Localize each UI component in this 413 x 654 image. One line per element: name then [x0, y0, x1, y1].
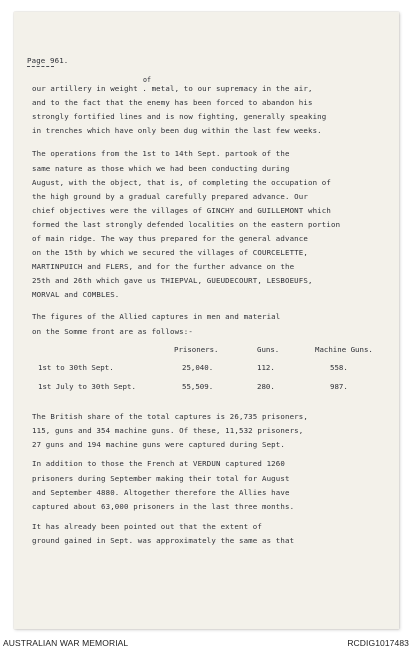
text-line: formed the last strongly defended localities on the eastern portion [32, 220, 341, 229]
table-header-row [14, 345, 399, 357]
text-line: strongly fortified lines and is now fighting, generally speaking [32, 112, 327, 121]
archive-footer [0, 638, 413, 652]
text-line: of main ridge. The way thus prepared for the general advance [32, 234, 308, 243]
cell-guns: 112. [257, 363, 275, 372]
cell-prisoners: 55,509. [182, 382, 214, 391]
text-line: the high ground by a gradual carefully prepared advance. Our [32, 192, 308, 201]
page-number: Page 961. [27, 56, 69, 65]
table-row [14, 382, 399, 394]
text-line: ground gained in Sept. was approximately the same as that [32, 536, 295, 545]
text-line: MORVAL and COMBLES. [32, 290, 120, 299]
text-line: The British share of the total captures is 26,735 prisoners, [32, 412, 308, 421]
cell-machine-guns: 987. [330, 382, 348, 391]
column-header-prisoners: Prisoners. [174, 345, 219, 354]
text-line: 115, guns and 354 machine guns. Of these, 11,532 prisoners, [32, 426, 304, 435]
column-header-guns: Guns. [257, 345, 280, 354]
cell-machine-guns: 558. [330, 363, 348, 372]
text-line: August, with the object, that is, of completing the occupation of [32, 178, 331, 187]
text-line: captured about 63,000 prisoners in the last three months. [32, 502, 295, 511]
text-line: in trenches which have only been dug within the last few weeks. [32, 126, 322, 135]
footer-institution: AUSTRALIAN WAR MEMORIAL [3, 638, 129, 648]
page-number-underline [27, 66, 54, 67]
text-line: same nature as those which we had been conducting during [32, 164, 290, 173]
text-line: prisoners during September making their total for August [32, 474, 290, 483]
text-line: on the Somme front are as follows:- [32, 327, 193, 336]
text-line: The figures of the Allied captures in men and material [32, 312, 281, 321]
column-header-machine-guns: Machine Guns. [315, 345, 373, 354]
footer-record-id: RCDIG1017483 [347, 638, 409, 648]
text-line: our artillery in weight . metal, to our supremacy in the air, [32, 84, 313, 93]
table-row [14, 363, 399, 375]
text-line: chief objectives were the villages of GINCHY and GUILLEMONT which [32, 206, 331, 215]
document-page [14, 12, 399, 629]
cell-prisoners: 25,040. [182, 363, 214, 372]
cell-guns: 280. [257, 382, 275, 391]
text-line: on the 15th by which we secured the villages of COURCELETTE, [32, 248, 308, 257]
text-line: MARTINPUICH and FLERS, and for the further advance on the [32, 262, 295, 271]
row-label: 1st July to 30th Sept. [38, 382, 136, 391]
text-line: The operations from the 1st to 14th Sept. partook of the [32, 149, 290, 158]
text-line: and September 4880. Altogether therefore the Allies have [32, 488, 290, 497]
text-line: 25th and 26th which gave us THIEPVAL, GUEUDECOURT, LESBOEUFS, [32, 276, 313, 285]
text-line: and to the fact that the enemy has been forced to abandon his [32, 98, 313, 107]
handwritten-insertion: of [143, 76, 151, 84]
row-label: 1st to 30th Sept. [38, 363, 114, 372]
text-line: In addition to those the French at VERDUN captured 1260 [32, 459, 285, 468]
text-line: It has already been pointed out that the extent of [32, 522, 262, 531]
text-line: 27 guns and 194 machine guns were captured during Sept. [32, 440, 285, 449]
